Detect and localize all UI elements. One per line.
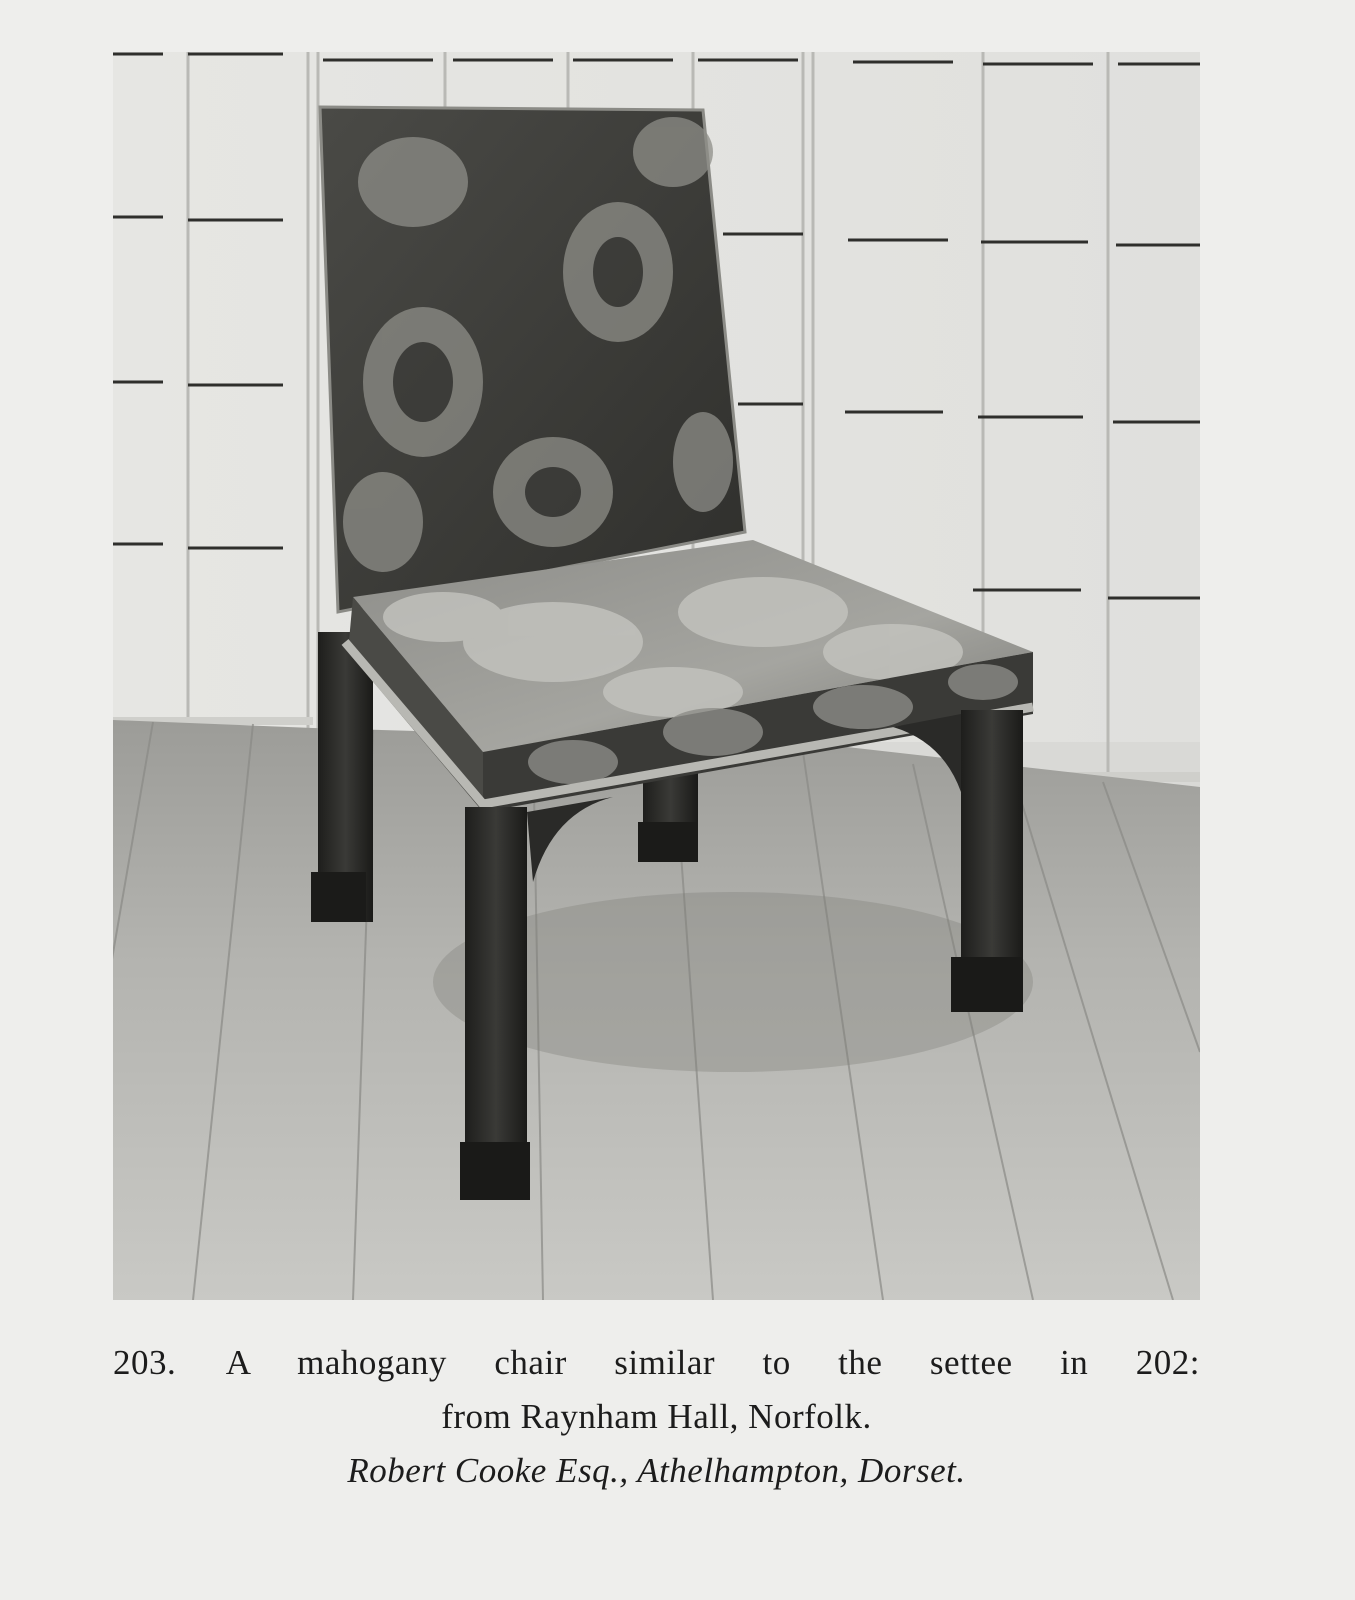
caption-line-1 [113, 1336, 1200, 1390]
caption-credit: Robert Cooke Esq., Athelhampton, Dorset. [347, 1451, 966, 1490]
front-right-leg [961, 710, 1023, 1000]
plate-number: 203. [113, 1343, 177, 1382]
caption-title: A mahogany chair similar to the settee in 202: [225, 1343, 1200, 1382]
photograph-plate [113, 52, 1200, 1300]
caption-line-2: from Raynham Hall, Norfolk. [441, 1397, 872, 1436]
front-left-leg [465, 807, 527, 1187]
plate-caption [113, 1336, 1200, 1498]
